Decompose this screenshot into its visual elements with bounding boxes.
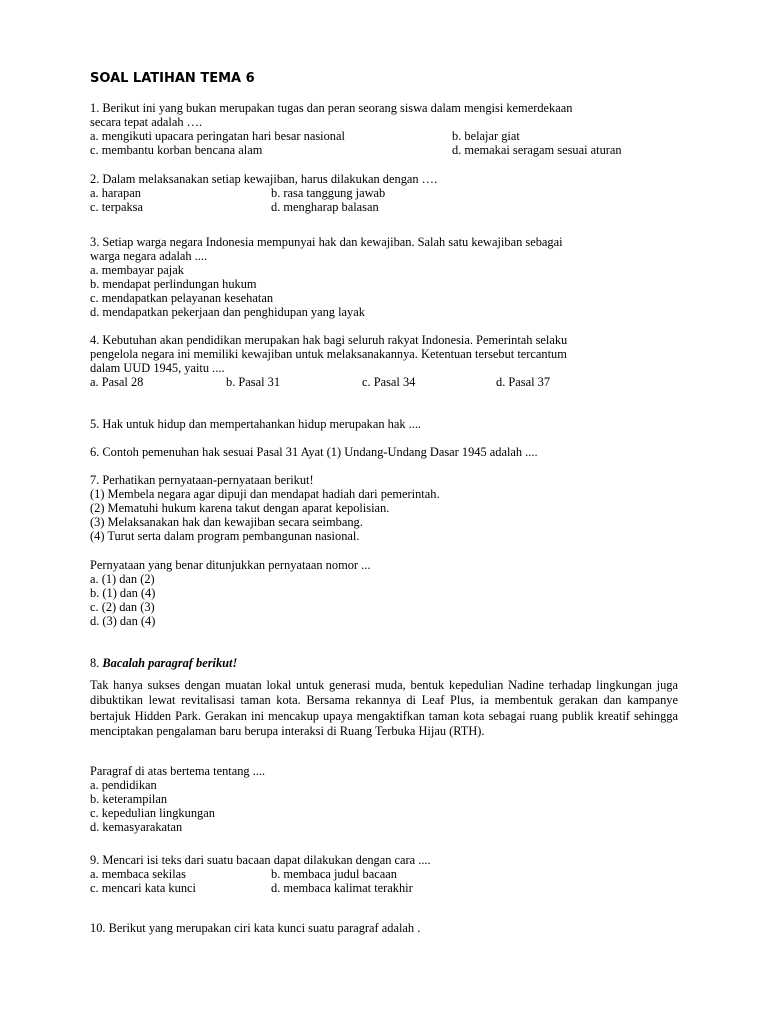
question-stem: 3. Setiap warga negara Indonesia mempunyai hak dan kewajiban. Salah satu kewajiban sebagai [90, 235, 563, 249]
option-a: a. mengikuti upacara peringatan hari besar nasional [90, 129, 345, 143]
option-c: c. Pasal 34 [362, 375, 416, 389]
question-stem: 5. Hak untuk hidup dan mempertahankan hidup merupakan hak .... [90, 417, 422, 431]
statement-2: (2) Mematuhi hukum karena takut dengan aparat kepolisian. [90, 501, 390, 515]
option-a: a. pendidikan [90, 778, 157, 792]
question-stem: dalam UUD 1945, yaitu .... [90, 361, 225, 375]
question-4 [90, 333, 680, 389]
question-stem: pengelola negara ini memiliki kewajiban untuk melaksanakannya. Ketentuan tersebut tercantum [90, 347, 567, 361]
option-c: c. mendapatkan pelayanan kesehatan [90, 291, 274, 305]
option-c: c. (2) dan (3) [90, 600, 155, 614]
option-c: c. terpaksa [90, 200, 143, 214]
question-stem: 4. Kebutuhan akan pendidikan merupakan hak bagi seluruh rakyat Indonesia. Pemerintah selaku [90, 333, 568, 347]
option-row [90, 143, 680, 157]
question-7 [90, 473, 680, 543]
question-stem: 6. Contoh pemenuhan hak sesuai Pasal 31 Ayat (1) Undang-Undang Dasar 1945 adalah .... [90, 445, 538, 459]
paragraph-text: Tak hanya sukses dengan muatan lokal untuk generasi muda, bentuk kepedulian Nadine terhadap lingkungan juga dibuktikan lewat revitalisasi taman kota. Bersama rekannya di Leaf Plus, ia membentuk gerakan dan kampanye bertajuk Hidden Park. Gerakan ini mencakup upaya mengaktifkan taman kota sebagai ruang publik kreatif sehingga menciptakan pengalaman baru berupa interaksi di Ruang Terbuka Hijau (RTH). [90, 678, 678, 739]
option-c: c. membantu korban bencana alam [90, 143, 263, 157]
question-2 [90, 172, 680, 214]
option-b: b. mendapat perlindungan hukum [90, 277, 257, 291]
reading-paragraph [90, 678, 678, 740]
page-title: SOAL LATIHAN TEMA 6 [90, 71, 255, 86]
option-b: b. keterampilan [90, 792, 168, 806]
option-d: d. membaca kalimat terakhir [271, 881, 413, 895]
option-c: c. mencari kata kunci [90, 881, 196, 895]
option-c: c. kepedulian lingkungan [90, 806, 215, 820]
option-d: d. memakai seragam sesuai aturan [452, 143, 622, 157]
option-d: d. mengharap balasan [271, 200, 379, 214]
question-8-options [90, 764, 680, 834]
option-d: d. (3) dan (4) [90, 614, 156, 628]
question-7-options [90, 558, 680, 628]
option-row [90, 186, 680, 200]
option-b: b. Pasal 31 [226, 375, 281, 389]
statement-1: (1) Membela negara agar dipuji dan mendapat hadiah dari pemerintah. [90, 487, 440, 501]
option-b: b. (1) dan (4) [90, 586, 156, 600]
option-d: d. Pasal 37 [496, 375, 551, 389]
question-9 [90, 853, 680, 895]
question-heading: 8. Bacalah paragraf berikut! [90, 656, 238, 670]
question-10 [90, 921, 680, 935]
option-row [90, 129, 680, 143]
option-a: a. membaca sekilas [90, 867, 186, 881]
option-a: a. harapan [90, 186, 141, 200]
question-stem: 9. Mencari isi teks dari suatu bacaan dapat dilakukan dengan cara .... [90, 853, 431, 867]
question-1 [90, 101, 680, 157]
question-stem: 2. Dalam melaksanakan setiap kewajiban, harus dilakukan dengan …. [90, 172, 438, 186]
statement-4: (4) Turut serta dalam program pembangunan nasional. [90, 529, 360, 543]
option-a: a. (1) dan (2) [90, 572, 155, 586]
option-d: d. mendapatkan pekerjaan dan penghidupan yang layak [90, 305, 365, 319]
option-row [90, 200, 680, 214]
question-heading-text: Bacalah paragraf berikut! [102, 656, 238, 670]
option-b: b. membaca judul bacaan [271, 867, 397, 881]
option-d: d. kemasyarakatan [90, 820, 183, 834]
question-5 [90, 417, 680, 431]
option-row [90, 881, 680, 895]
question-6 [90, 445, 680, 459]
option-a: a. Pasal 28 [90, 375, 144, 389]
question-stem: warga negara adalah .... [90, 249, 208, 263]
statement-3: (3) Melaksanakan hak dan kewajiban secara seimbang. [90, 515, 363, 529]
option-row [90, 867, 680, 881]
question-stem: secara tepat adalah …. [90, 115, 203, 129]
question-stem: 10. Berikut yang merupakan ciri kata kunci suatu paragraf adalah . [90, 921, 421, 935]
question-3 [90, 235, 680, 319]
question-ask: Paragraf di atas bertema tentang .... [90, 764, 266, 778]
question-8 [90, 656, 680, 670]
question-ask: Pernyataan yang benar ditunjukkan pernyataan nomor ... [90, 558, 371, 572]
option-row [90, 375, 680, 389]
option-b: b. rasa tanggung jawab [271, 186, 386, 200]
question-stem: 1. Berikut ini yang bukan merupakan tugas dan peran seorang siswa dalam mengisi kemerdekaan [90, 101, 573, 115]
option-b: b. belajar giat [452, 129, 520, 143]
option-a: a. membayar pajak [90, 263, 184, 277]
question-stem: 7. Perhatikan pernyataan-pernyataan berikut! [90, 473, 314, 487]
